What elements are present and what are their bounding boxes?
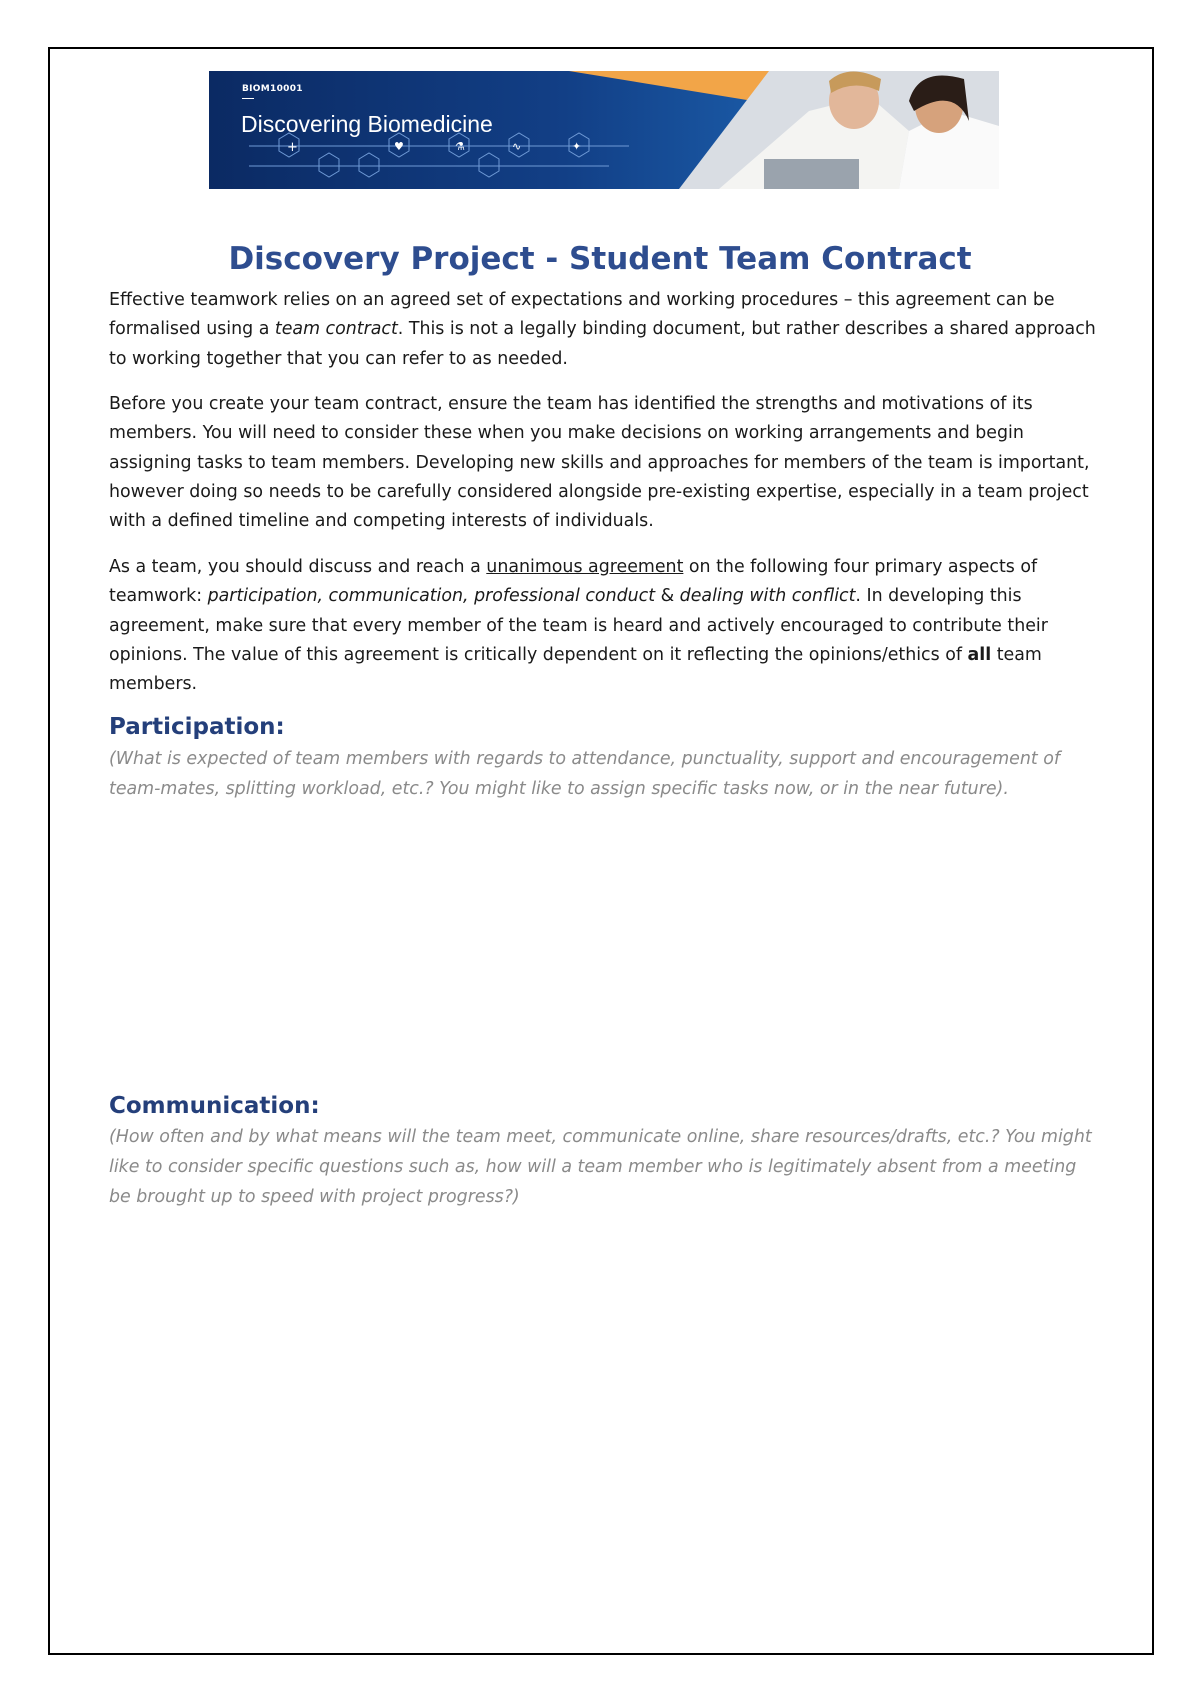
page-title: Discovery Project - Student Team Contract [228, 241, 972, 277]
intro-3-text-a: As a team, you should discuss and reach a [109, 557, 487, 577]
intro-1-emphasis: team contract [274, 319, 398, 340]
intro-paragraph-2: Before you create your team contract, ensure the team has identified the strengths and motivations of its members. You will need to consider these when you make decisions on working arrangements and begin assigning tasks to team members. Developing new skills and approaches for members of the team is important, however doing so needs to be carefully considered alongside pre-existing expertise, especially in a team project with a defined timeline and competing interests of individuals. [109, 394, 1090, 532]
participation-prompt: (What is expected of team members with regards to attendance, punctuality, support and encouragement of team-mates, splitting workload, etc.? You might like to assign specific tasks now, or in the near future). [109, 749, 1060, 799]
communication-prompt: (How often and by what means will the team meet, communicate online, share resources/drafts, etc.? You might like to consider specific questions such as, how will a team member who is legitimately absent from a meeting be brought up to speed with project progress?) [109, 1127, 1092, 1207]
intro-3-emphasis-b: dealing with conflict [679, 586, 856, 607]
plus-icon: + [287, 140, 298, 155]
banner-laptop [764, 159, 859, 189]
participation-heading: Participation: [109, 714, 285, 740]
intro-3-bold: all [967, 644, 992, 665]
bone-icon: ✦ [572, 140, 582, 153]
intro-3-text-c: & [655, 586, 680, 607]
microscope-icon: ⚗ [455, 140, 465, 153]
course-name: Discovering Biomedicine [241, 111, 493, 137]
communication-heading: Communication: [109, 1093, 320, 1119]
intro-3-underline: unanimous agreement [486, 557, 684, 577]
intro-3-emphasis-a: participation, communication, professional conduct [207, 586, 656, 607]
intro-3-text-d: . In developing this agreement, make sure that every member of the team is heard and actively encouraged to contribute their opinions. The value of this agreement is critically dependent on it reflecting the opinions/ethics of [109, 586, 1048, 665]
course-banner [209, 71, 999, 189]
intro-3-text-e: team members. [109, 644, 1042, 695]
intro-3-text-b: on the following four primary aspects of teamwork: [109, 557, 1038, 607]
heart-icon: ♥ [394, 140, 404, 153]
course-code: BIOM10001 [242, 84, 303, 94]
intro-paragraph-1 [109, 286, 1099, 374]
intro-1-text: Effective teamwork relies on an agreed set of expectations and working procedures – this agreement can be formalised using a [109, 290, 1055, 340]
course-code-divider [242, 98, 254, 99]
intro-1-text-end: . This is not a legally binding document, but rather describes a shared approach to working together that you can refer to as needed. [109, 319, 1096, 369]
pulse-icon: ∿ [512, 140, 522, 153]
intro-paragraph-3 [109, 553, 1099, 699]
